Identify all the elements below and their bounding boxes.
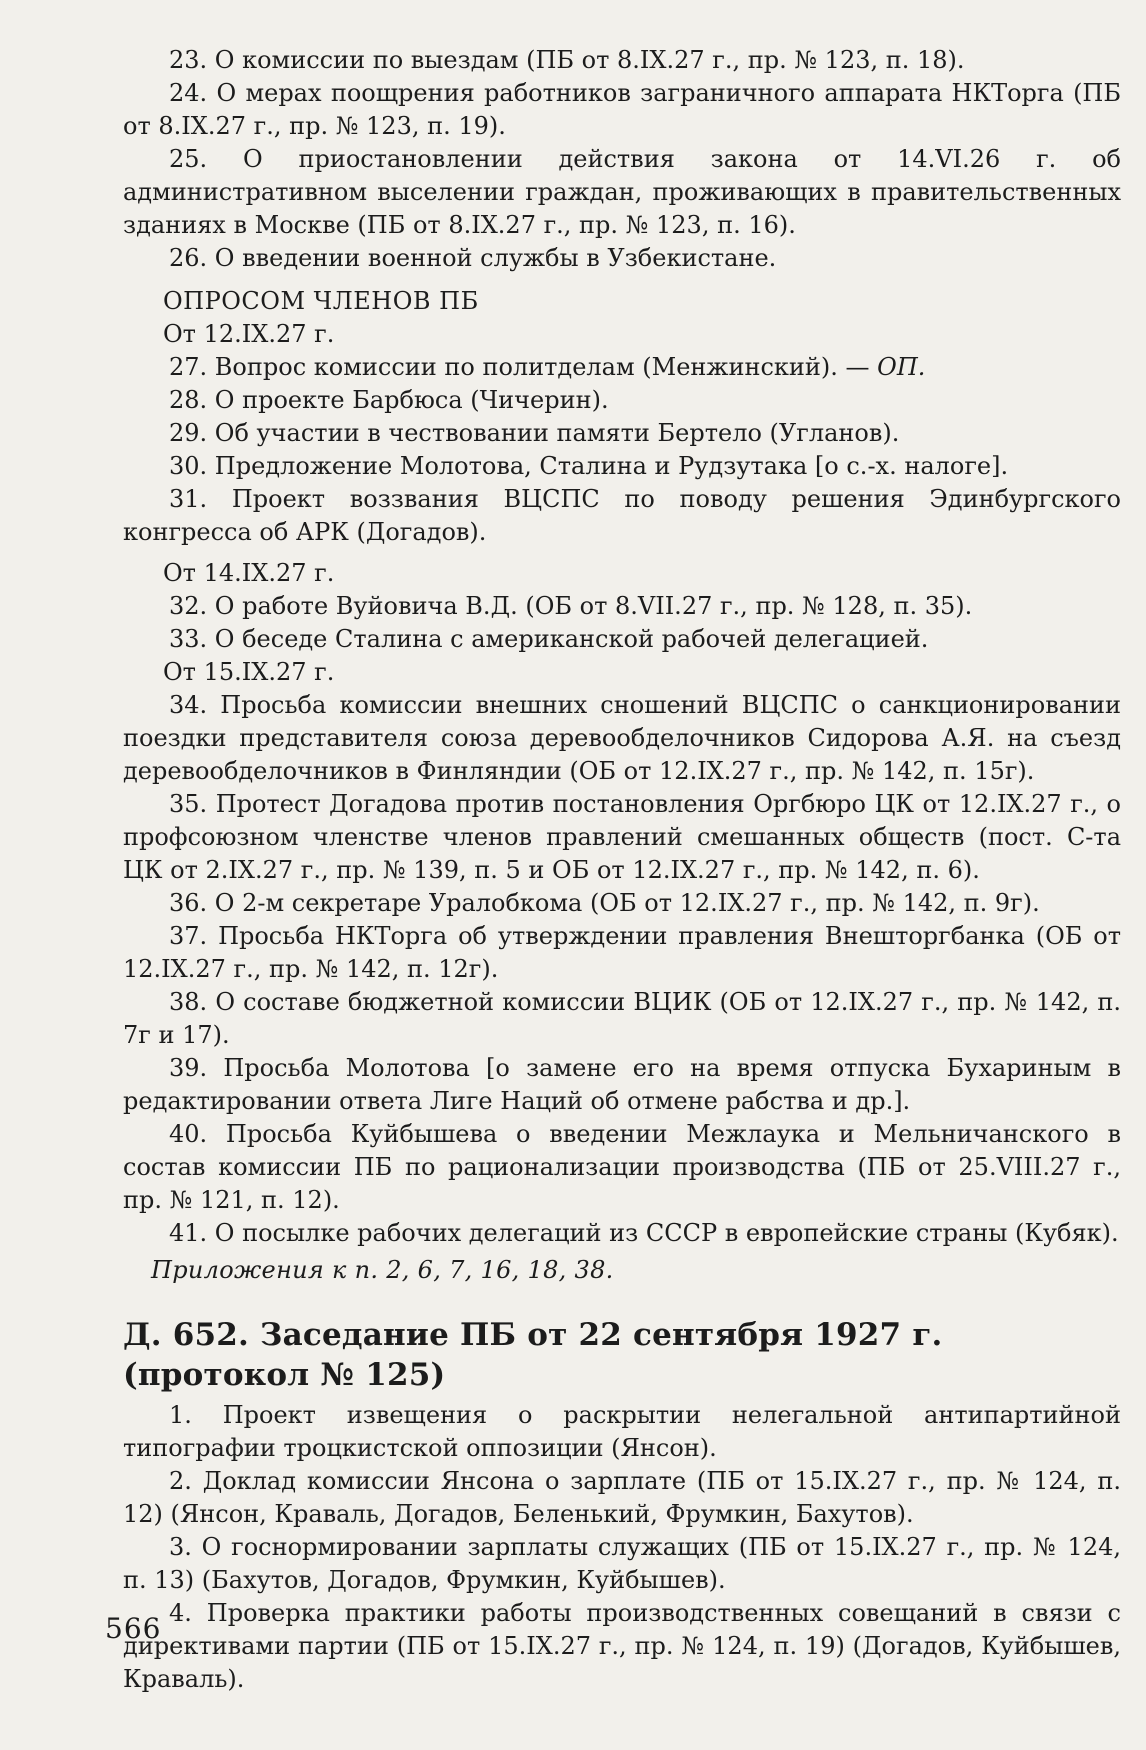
list-item xyxy=(123,351,1121,384)
list-item: 32. О работе Вуйовича В.Д. (ОБ от 8.VII.27 г., пр. № 128, п. 35). xyxy=(169,592,973,620)
list-item: 36. О 2-м секретаре Уралобкома (ОБ от 12.IX.27 г., пр. № 142, п. 9г). xyxy=(169,889,1040,917)
list-item: 39. Просьба Молотова [о замене его на время отпуска Бухариным в редактировании ответа Лиге Наций об отмене рабства и др.]. xyxy=(123,1054,1121,1115)
items-top-list xyxy=(123,44,1121,275)
list-item: 26. О введении военной службы в Узбекистане. xyxy=(169,244,777,272)
list-item: 1. Проект извещения о раскрытии нелегальной антипартийной типографии троцкистской оппозиции (Янсон). xyxy=(123,1401,1121,1462)
date-label: От 14.IX.27 г. xyxy=(163,559,335,587)
list-item: 35. Протест Догадова против постановления Оргбюро ЦК от 12.IX.27 г., о профсоюзном членстве членов правлений смешанных обществ (пост. С-та ЦК от 2.IX.27 г., пр. № 139, п. 5 и ОБ от 12.IX.27 г., пр. № 142, п. 6). xyxy=(123,790,1121,884)
section-heading: Д. 652. Заседание ПБ от 22 сентября 1927 г. (протокол № 125) xyxy=(123,1317,943,1393)
list-item: 24. О мерах поощрения работников заграничного аппарата НКТорга (ПБ от 8.IX.27 г., пр. № 123, п. 19). xyxy=(123,79,1121,140)
list-item: 33. О беседе Сталина с американской рабочей делегацией. xyxy=(169,625,929,653)
poll-heading: ОПРОСОМ ЧЛЕНОВ ПБ xyxy=(163,287,479,315)
list-item: 30. Предложение Молотова, Сталина и Рудзутака [о с.-х. налоге]. xyxy=(169,452,1009,480)
list-item: 37. Просьба НКТорга об утверждении правления Внешторгбанка (ОБ от 12.IX.27 г., пр. № 142, п. 12г). xyxy=(123,922,1121,983)
items-d2-list xyxy=(123,590,1121,656)
list-item: 29. Об участии в чествовании памяти Бертело (Угланов). xyxy=(169,419,900,447)
items-new-list xyxy=(123,1399,1121,1696)
list-item: 25. О приостановлении действия закона от 14.VI.26 г. об административном выселении граждан, проживающих в правительственных зданиях в Москве (ПБ от 8.IX.27 г., пр. № 123, п. 16). xyxy=(123,145,1121,239)
item-note: ОП. xyxy=(877,353,926,381)
item-text: 27. Вопрос комиссии по политделам (Менжинский). — xyxy=(169,353,878,381)
date-label: От 12.IX.27 г. xyxy=(163,320,335,348)
list-item: 3. О госнормировании зарплаты служащих (ПБ от 15.IX.27 г., пр. № 124, п. 13) (Бахутов, Догадов, Фрумкин, Куйбышев). xyxy=(123,1533,1121,1594)
list-item: 28. О проекте Барбюса (Чичерин). xyxy=(169,386,609,414)
date-label: От 15.IX.27 г. xyxy=(163,658,335,686)
page-content xyxy=(123,44,1121,1696)
list-item: 34. Просьба комиссии внешних сношений ВЦСПС о санкционировании поездки представителя союза деревообделочников Сидорова А.Я. на съезд деревообделочников в Финляндии (ОБ от 12.IX.27 г., пр. № 142, п. 15г). xyxy=(123,691,1121,785)
list-item: 2. Доклад комиссии Янсона о зарплате (ПБ от 15.IX.27 г., пр. № 124, п. 12) (Янсон, Краваль, Догадов, Беленький, Фрумкин, Бахутов). xyxy=(123,1467,1121,1528)
list-item: 31. Проект воззвания ВЦСПС по поводу решения Эдинбургского конгресса об АРК (Догадов). xyxy=(123,485,1121,546)
items-d3-list xyxy=(123,689,1121,1250)
page-number: 566 xyxy=(105,1612,162,1645)
items-d1-list xyxy=(123,351,1121,549)
list-item: 38. О составе бюджетной комиссии ВЦИК (ОБ от 12.IX.27 г., пр. № 142, п. 7г и 17). xyxy=(123,988,1121,1049)
list-item: 41. О посылке рабочих делегаций из СССР в европейские страны (Кубяк). xyxy=(169,1219,1119,1247)
appendix-note: Приложения к п. 2, 6, 7, 16, 18, 38. xyxy=(151,1256,614,1284)
list-item: 23. О комиссии по выездам (ПБ от 8.IX.27 г., пр. № 123, п. 18). xyxy=(169,46,965,74)
list-item: 4. Проверка практики работы производственных совещаний в связи с директивами партии (ПБ от 15.IX.27 г., пр. № 124, п. 19) (Догадов, Куйбышев, Краваль). xyxy=(123,1599,1121,1693)
list-item: 40. Просьба Куйбышева о введении Межлаука и Мельничанского в состав комиссии ПБ по рационализации производства (ПБ от 25.VIII.27 г., пр. № 121, п. 12). xyxy=(123,1120,1121,1214)
